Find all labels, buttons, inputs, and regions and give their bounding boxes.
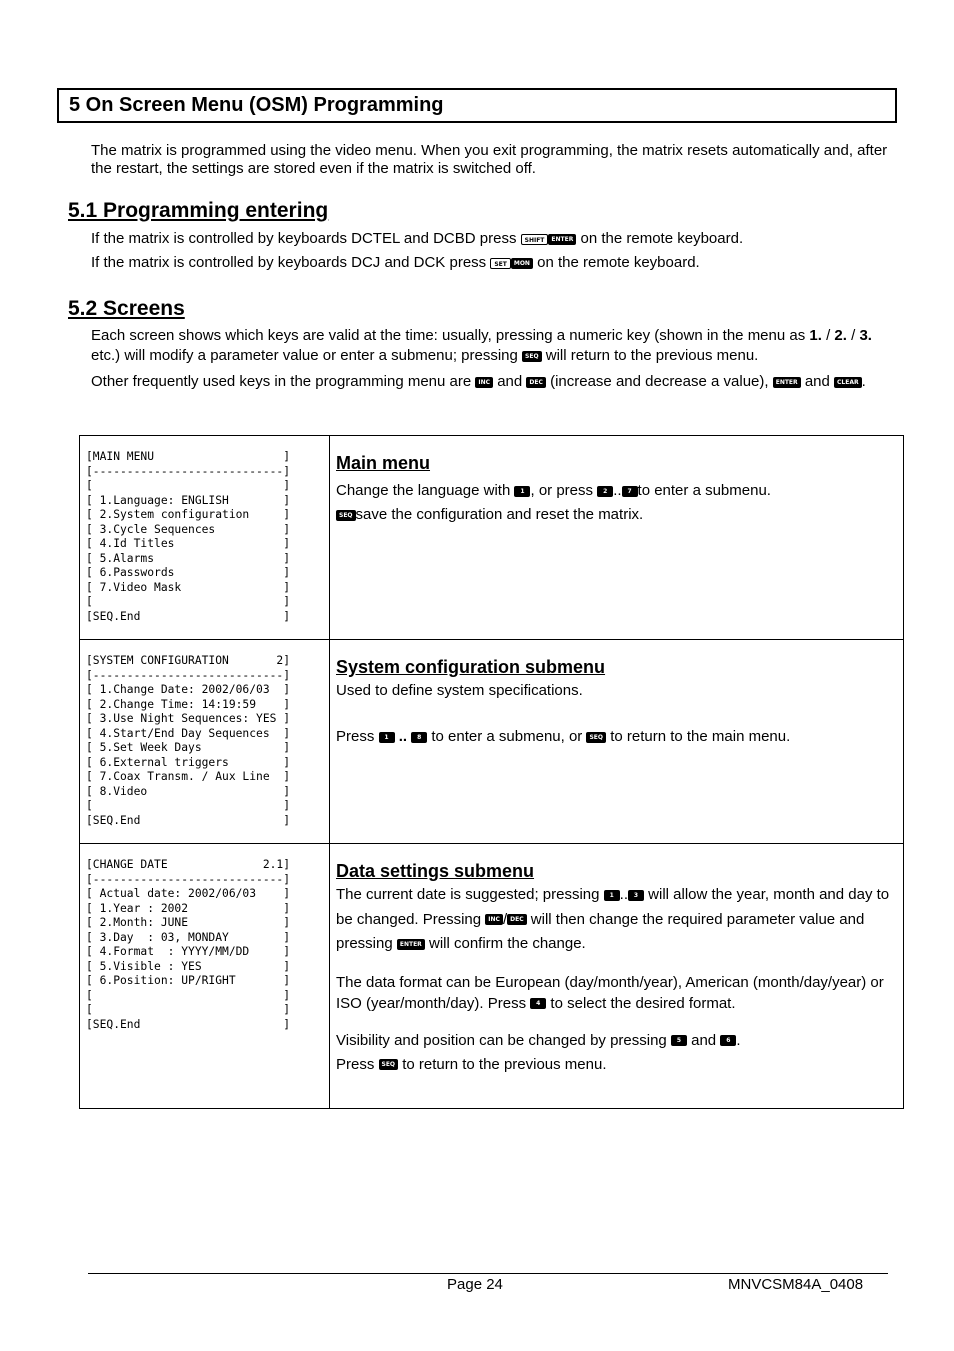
shift-key-icon: SHIFT [521,234,549,245]
system-config-l2-range: .. [398,728,408,745]
change-date-para3 [336,1029,897,1053]
sec2-p1-text2: etc.) will modify a parameter value or enter a submenu; pressing [91,347,518,364]
change-date-para4 [336,1053,897,1077]
key-2-icon: 2 [597,486,613,497]
seq-key-icon: SEQ [586,732,606,743]
system-config-terminal: [SYSTEM CONFIGURATION 2] [----------------------------] [ 1.Change Date: 2002/06/03 ] [ 2.Change Time: 14:19:59 ] [ 3.Use Night Sequences: YES ] [ 4.Start/End Day Sequences ] [ 5.Set Week Days ] [ 6.External triggers ] [ 7.Coax Transm. / Aux Line ] [ 8.Video ] [ ] [SEQ.End ] [86,654,291,827]
description-cell [330,640,904,844]
sec2-p1-sep1: / [821,327,835,344]
key-6-icon: 6 [720,1035,736,1046]
key-3-icon: 3 [628,890,644,901]
sec2-p1-text: Each screen shows which keys are valid at the time: usually, pressing a numeric key (shown in the menu as [91,327,810,344]
sec2-p2-text2: (increase and decrease a value), [550,373,769,390]
system-config-title: System configuration submenu [336,657,606,677]
main-menu-l2-text: save the configuration and reset the matrix. [355,506,644,523]
system-config-l2-text3: to return to the main menu. [610,728,791,745]
key-8-icon: 8 [411,732,427,743]
terminal-cell [80,640,330,844]
sec2-p1-key3: 3. [859,327,872,344]
inc-key-icon: INC [475,377,493,388]
screens-table [79,435,904,1109]
change-date-p4-text: Press [336,1055,375,1073]
terminal-cell [80,436,330,640]
system-config-l2-text2: to enter a submenu, or [431,728,583,745]
change-date-p1-text4: will confirm the change. [428,935,586,952]
sec2-para2 [91,370,891,394]
dec-key-icon: DEC [526,377,545,388]
inc-key-icon: INC [485,914,503,925]
change-date-p2-text: The data format can be European (day/month/year), American (month/day/year) or ISO (year/month/day). Press [336,973,884,1012]
main-menu-terminal: [MAIN MENU ] [----------------------------] [ ] [ 1.Language: ENGLISH ] [ 2.System configuration ] [ 3.Cycle Sequences ] [ 4.Id Titles ] [ 5.Alarms ] [ 6.Passwords ] [ 7.Video Mask ] [ ] [SEQ.End ] [86,450,291,623]
description-cell [330,844,904,1109]
seq-key-icon: SEQ [336,510,356,521]
change-date-p3-and: and [691,1031,717,1049]
change-date-p3-text: Visibility and position can be changed by pressing [336,1031,667,1049]
key-4-icon: 4 [530,998,546,1009]
change-date-para1 [336,883,897,957]
mon-key-icon: MON [511,258,533,269]
section-5-2-heading: 5.2 Screens [68,297,185,320]
sec1-line1-text: If the matrix is controlled by keyboards DCTEL and DCBD press [91,230,517,247]
intro-paragraph: The matrix is programmed using the video menu. When you exit programming, the matrix resets automatically and, after the restart, the settings are stored even if the matrix is switched off. [91,142,888,177]
sec2-p1-sep2: / [846,327,860,344]
chapter-title: 5 On Screen Menu (OSM) Programming [69,94,444,116]
sec2-p2-and2: and [804,373,830,390]
set-key-icon: SET [490,258,511,269]
section-5-1-heading: 5.1 Programming entering [68,199,329,222]
seq-key-icon: SEQ [522,351,542,362]
footer-divider [88,1273,888,1274]
sec2-p2-period: . [861,373,866,390]
main-menu-l1-text: Change the language with [336,482,511,499]
change-date-title: Data settings submenu [336,861,535,881]
change-date-p1-text3: will then change the required parameter value and pressing [336,910,865,952]
system-config-line2 [336,725,897,749]
table-row [80,640,904,844]
clear-key-icon: CLEAR [834,377,862,388]
change-date-p1-slash: / [502,910,508,928]
sec1-line2-suffix: on the remote keyboard. [537,254,700,271]
main-menu-line1 [336,479,897,503]
sec1-line2-text: If the matrix is controlled by keyboards DCJ and DCK press [91,254,487,271]
change-date-p3-period: . [736,1031,741,1049]
sec2-para1 [91,326,891,366]
main-menu-line2 [336,503,897,527]
system-config-description [330,640,903,749]
sec1-line1-suffix: on the remote keyboard. [580,230,744,247]
main-menu-l1-text2: , or press [530,482,594,499]
page-number: Page 24 [447,1276,503,1293]
sec2-p1-text3: will return to the previous menu. [545,347,759,364]
table-row [80,436,904,640]
main-menu-description [330,436,903,527]
change-date-p4-text2: to return to the previous menu. [402,1055,607,1073]
main-menu-l1-range: .. [613,482,622,499]
change-date-terminal: [CHANGE DATE 2.1] [----------------------------] [ Actual date: 2002/06/03 ] [ 1.Year : 2002 ] [ 2.Month: JUNE ] [ 3.Day : 03, MONDAY ] [ 4.Format : YYYY/MM/DD ] [ 5.Visible : YES ] [ 6.Position: UP/RIGHT ] [ ] [ ] [SEQ.End ] [86,858,291,1031]
sec2-p2-text: Other frequently used keys in the programming menu are [91,373,472,390]
change-date-p1-text: The current date is suggested; pressing [336,886,600,903]
chapter-header [57,88,897,123]
key-1-icon: 1 [379,732,395,743]
system-config-line1: Used to define system specifications. [336,682,583,699]
enter-key-icon: ENTER [397,939,425,950]
change-date-p2-text2: to select the desired format. [550,994,736,1012]
key-1-icon: 1 [514,486,530,497]
sec2-p1-key2: 2. [834,327,847,344]
table-row [80,844,904,1109]
terminal-cell [80,844,330,1109]
dec-key-icon: DEC [507,914,526,925]
change-date-p1-text2: will allow the year, month and day to be changed. Pressing [336,886,890,928]
description-cell [330,436,904,640]
key-5-icon: 5 [671,1035,687,1046]
main-menu-l1-text3: to enter a submenu. [637,482,771,499]
enter-key-icon: ENTER [548,234,576,245]
document-code: MNVCSM84A_0408 [728,1276,864,1293]
main-menu-title: Main menu [336,453,431,473]
enter-key-icon: ENTER [773,377,801,388]
change-date-p1-range: .. [619,886,628,903]
seq-key-icon: SEQ [379,1059,399,1070]
sec2-p2-and: and [497,373,523,390]
sec1-line1 [91,230,743,248]
key-1-icon: 1 [604,890,620,901]
change-date-description [330,844,903,1077]
sec1-line2 [91,254,700,272]
key-7-icon: 7 [622,486,638,497]
sec2-p1-key1: 1. [809,327,822,344]
change-date-para2 [336,972,897,1014]
system-config-l2-text: Press [336,728,375,745]
